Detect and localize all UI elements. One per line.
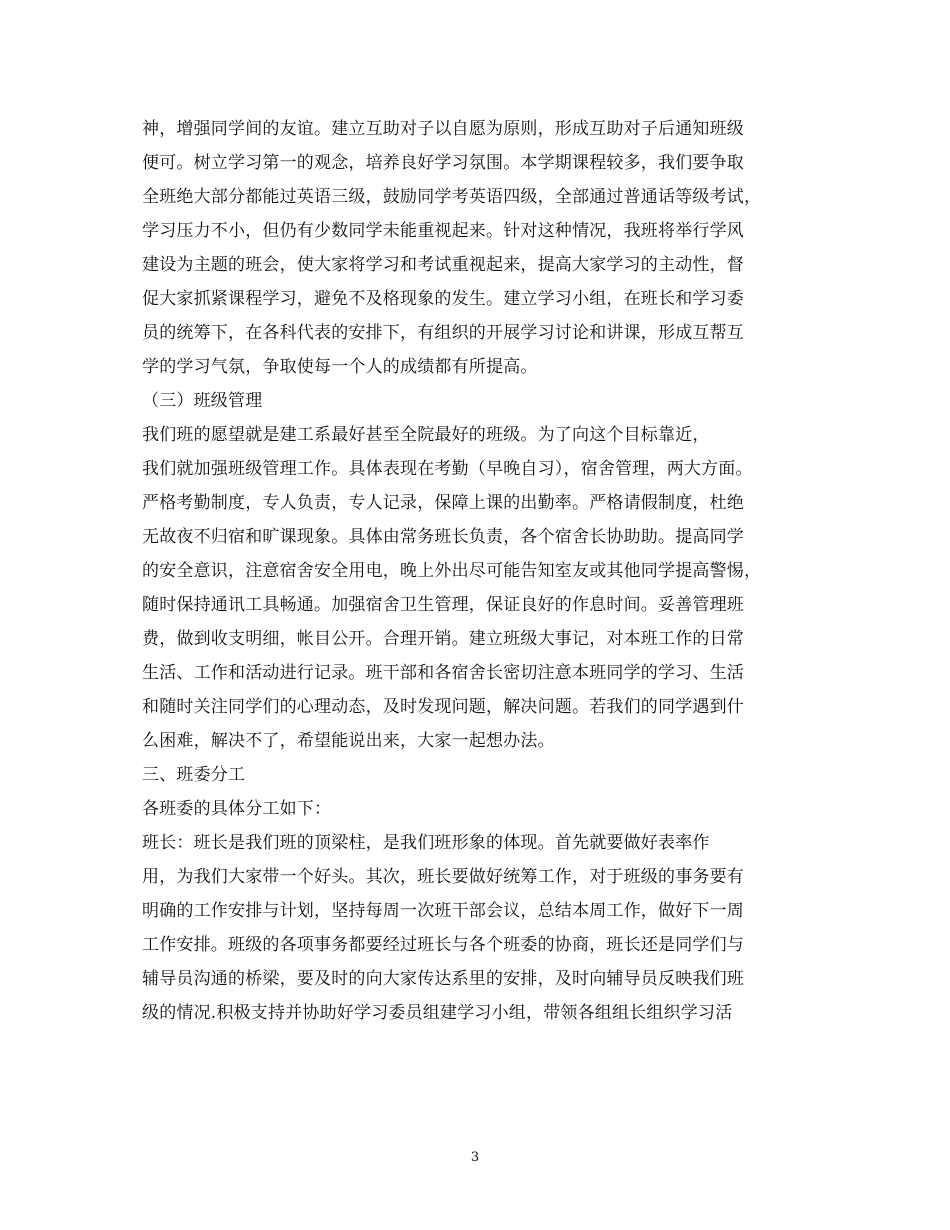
text-line: 随时保持通讯工具畅通。加强宿舍卫生管理，保证良好的作息时间。妥善管理班 <box>142 595 744 615</box>
text-line: 级的情况.积极支持并协助好学习委员组建学习小组，带领各组组长组织学习活 <box>142 1003 733 1023</box>
text-line: 生活、工作和活动进行记录。班干部和各宿舍长密切注意本班同学的学习、生活 <box>142 663 744 683</box>
body-text <box>142 112 822 1030</box>
text-line: 无故夜不归宿和旷课现象。具体由常务班长负责，各个宿舍长协助助。提高同学 <box>142 527 744 547</box>
section-heading: 三、班委分工 <box>142 765 246 785</box>
text-line: 建设为主题的班会，使大家将学习和考试重视起来，提高大家学习的主动性，督 <box>142 255 744 275</box>
text-line: 学习压力不小，但仍有少数同学未能重视起来。针对这种情况，我班将举行学风 <box>142 221 744 241</box>
text-line: 么困难，解决不了，希望能说出来，大家一起想办法。 <box>142 731 555 751</box>
text-line: 我们班的愿望就是建工系最好甚至全院最好的班级。为了向这个目标靠近， <box>142 425 710 445</box>
text-line: 员的统筹下，在各科代表的安排下，有组织的开展学习讨论和讲课，形成互帮互 <box>142 323 744 343</box>
text-line: 学的学习气氛，争取使每一个人的成绩都有所提高。 <box>142 357 538 377</box>
text-line: 促大家抓紧课程学习，避免不及格现象的发生。建立学习小组，在班长和学习委 <box>142 289 744 309</box>
text-line: 明确的工作安排与计划，坚持每周一次班干部会议，总结本周工作，做好下一周 <box>142 901 744 921</box>
text-line: 全班绝大部分都能过英语三级，鼓励同学考英语四级，全部通过普通话等级考试， <box>142 187 762 207</box>
text-line: 费，做到收支明细，帐目公开。合理开销。建立班级大事记，对本班工作的日常 <box>142 629 744 649</box>
text-line: 的安全意识，注意宿舍安全用电，晚上外出尽可能告知室友或其他同学提高警惕， <box>142 561 762 581</box>
text-line: 各班委的具体分工如下： <box>142 799 332 819</box>
section-heading: （三）班级管理 <box>142 391 263 411</box>
text-line: 严格考勤制度，专人负责，专人记录，保障上课的出勤率。严格请假制度，杜绝 <box>142 493 744 513</box>
text-line: 辅导员沟通的桥梁，要及时的向大家传达系里的安排，及时向辅导员反映我们班 <box>142 969 744 989</box>
text-line: 神，增强同学间的友谊。建立互助对子以自愿为原则，形成互助对子后通知班级 <box>142 119 744 139</box>
text-line: 和随时关注同学们的心理动态，及时发现问题，解决问题。若我们的同学遇到什 <box>142 697 744 717</box>
page-number: 3 <box>470 1150 480 1165</box>
text-line: 工作安排。班级的各项事务都要经过班长与各个班委的协商，班长还是同学们与 <box>142 935 744 955</box>
text-line: 便可。树立学习第一的观念，培养良好学习氛围。本学期课程较多，我们要争取 <box>142 153 744 173</box>
text-line: 我们就加强班级管理工作。具体表现在考勤（早晚自习），宿舍管理，两大方面。 <box>142 459 753 479</box>
text-line: 班长：班长是我们班的顶梁柱，是我们班形象的体现。首先就要做好表率作 <box>142 833 710 853</box>
text-line: 用，为我们大家带一个好头。其次，班长要做好统筹工作，对于班级的事务要有 <box>142 867 744 887</box>
